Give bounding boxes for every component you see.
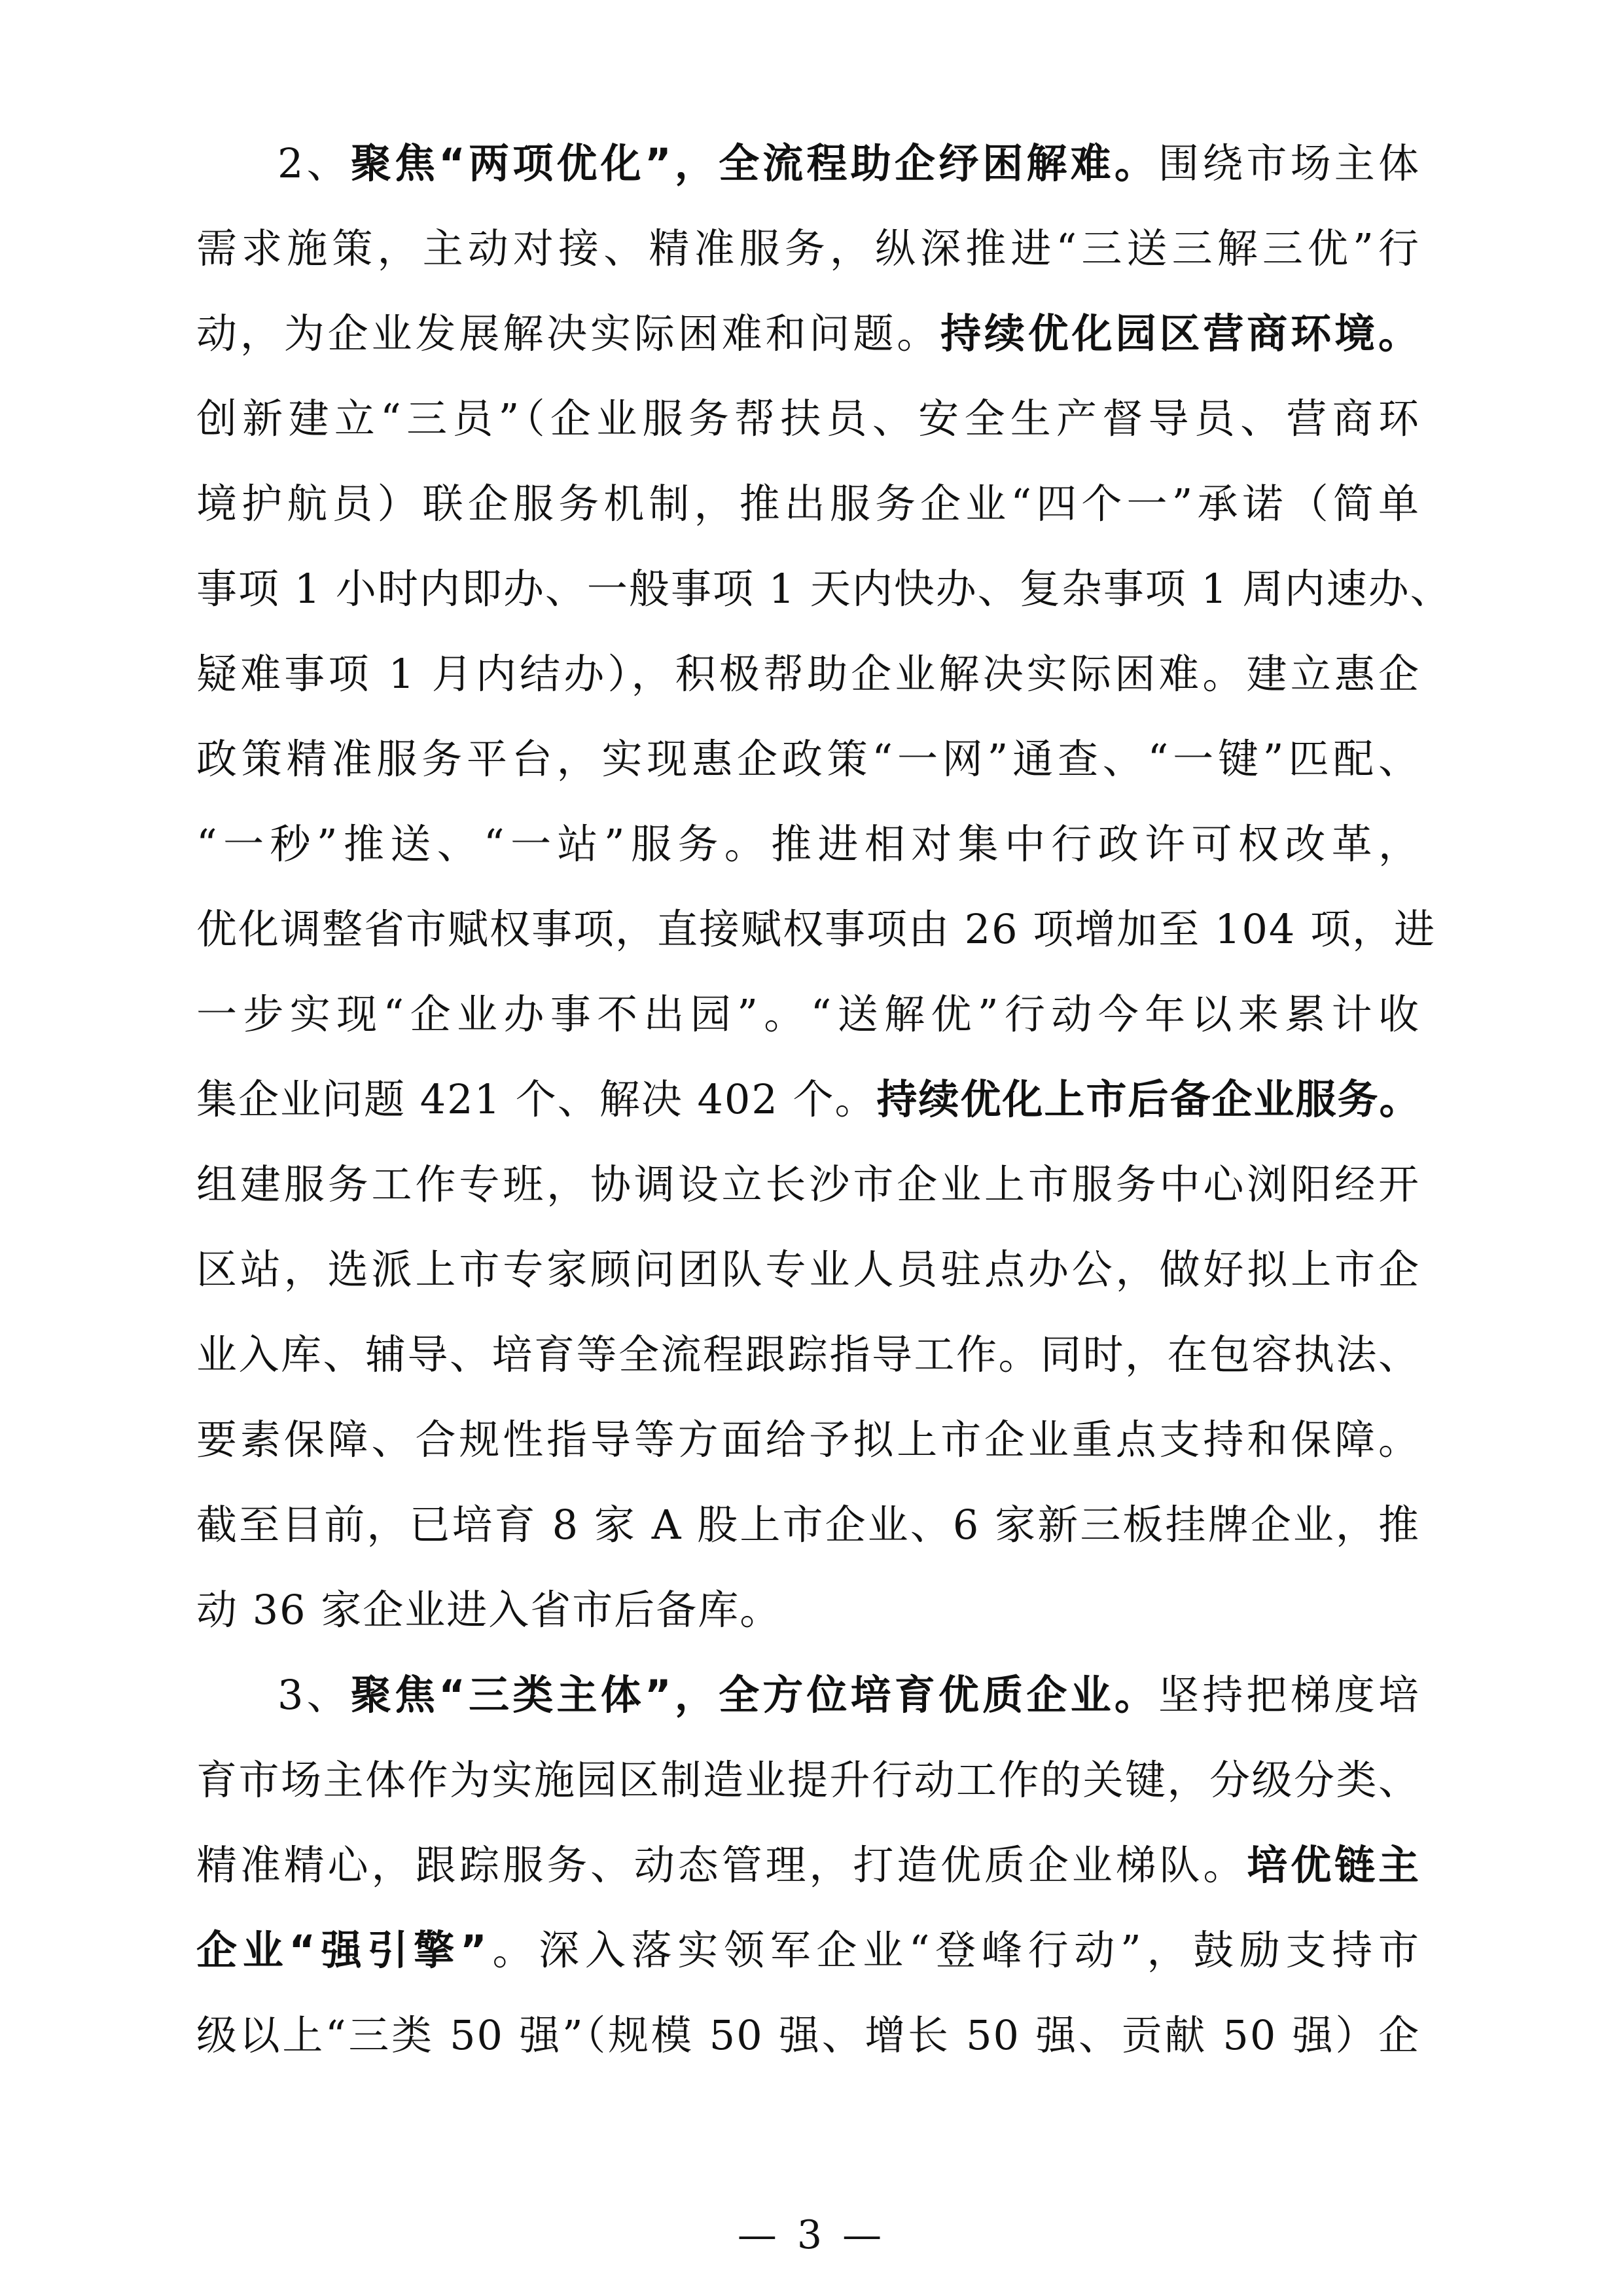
text-line [196,206,1420,291]
text-line [277,1653,1420,1738]
text-line [196,1823,1420,1908]
body-text-run: 级以上“三类 50 强”（规模 50 强、增长 50 强、贡献 50 强）企 [196,2011,1420,2059]
text-line [196,972,1420,1057]
text-line [196,1057,1420,1142]
body-text-run: 坚持把梯度培 [1158,1671,1420,1719]
body-text-run: 优化调整省市赋权事项，直接赋权事项由 26 项增加至 104 项，进 [196,905,1436,953]
body-text-run: 事项 1 小时内即办、一般事项 1 天内快办、复杂事项 1 周内速办、 [196,565,1452,613]
body-text-run: 创新建立“三员”（企业服务帮扶员、安全生产督导员、营商环 [196,395,1420,442]
text-line [196,1568,1420,1653]
body-text-run: 组建服务工作专班，协调设立长沙市企业上市服务中心浏阳经开 [196,1160,1420,1208]
bold-heading-text: 企业“强引擎” [196,1926,488,1974]
body-text-run: 需求施策，主动对接、精准服务，纵深推进“三送三解三优”行 [196,224,1420,272]
body-text-run: 政策精准服务平台，实现惠企政策“一网”通查、“一键”匹配、 [196,735,1420,783]
body-text-run: 疑难事项 1 月内结办），积极帮助企业解决实际困难。建立惠企 [196,650,1420,698]
bold-heading-text: 持续优化园区营商环境。 [940,310,1420,357]
body-text-run: 一步实现“企业办事不出园”。“送解优”行动今年以来累计收 [196,990,1420,1038]
text-line [196,1142,1420,1227]
body-text-run: 境护航员）联企服务机制，推出服务企业“四个一”承诺（简单 [196,480,1420,528]
text-line [196,802,1420,887]
text-line [196,1312,1420,1397]
text-line [196,632,1420,717]
text-line [196,1397,1420,1482]
text-line [196,717,1420,802]
body-text-run: 要素保障、合规性指导等方面给予拟上市企业重点支持和保障。 [196,1416,1420,1463]
body-text-run: 截至目前，已培育 8 家 A 股上市企业、6 家新三板挂牌企业，推 [196,1501,1420,1549]
body-text-run: 围绕市场主体 [1158,139,1420,187]
body-text-run: 区站，选派上市专家顾问团队专业人员驻点办公，做好拟上市企 [196,1246,1420,1293]
body-text-run: 3、 [277,1671,351,1719]
text-line [196,547,1452,632]
bold-heading-text: 聚焦“三类主体”，全方位培育优质企业。 [350,1671,1159,1719]
text-line [196,1227,1420,1312]
text-line [196,1738,1420,1823]
body-text-run: 业入库、辅导、培育等全流程跟踪指导工作。同时，在包容执法、 [196,1331,1420,1378]
body-text-run: 精准精心，跟踪服务、动态管理，打造优质企业梯队。 [196,1841,1247,1889]
body-text-run: 集企业问题 421 个、解决 402 个。 [196,1075,877,1123]
bold-heading-text: 聚焦“两项优化”，全流程助企纾困解难。 [350,139,1159,187]
body-text-run: 。深入落实领军企业“登峰行动”，鼓励支持市 [488,1926,1420,1974]
body-text-run: 动 36 家企业进入省市后备库。 [196,1586,782,1634]
page-number: — 3 — [737,2212,886,2258]
text-line [196,1482,1420,1568]
text-line [196,887,1436,972]
text-line [196,461,1420,547]
text-line [196,1908,1420,1993]
bold-heading-text: 培优链主 [1247,1841,1420,1889]
text-line [277,121,1420,206]
text-line [196,291,1420,376]
text-line [196,376,1420,461]
body-text-run: 2、 [277,139,351,187]
body-text-run: “一秒”推送、“一站”服务。推进相对集中行政许可权改革， [196,820,1420,868]
text-line [196,1993,1420,2078]
bold-heading-text: 持续优化上市后备企业服务。 [876,1075,1421,1123]
body-text-run: 育市场主体作为实施园区制造业提升行动工作的关键，分级分类、 [196,1756,1420,1804]
body-text-run: 动，为企业发展解决实际困难和问题。 [196,310,941,357]
